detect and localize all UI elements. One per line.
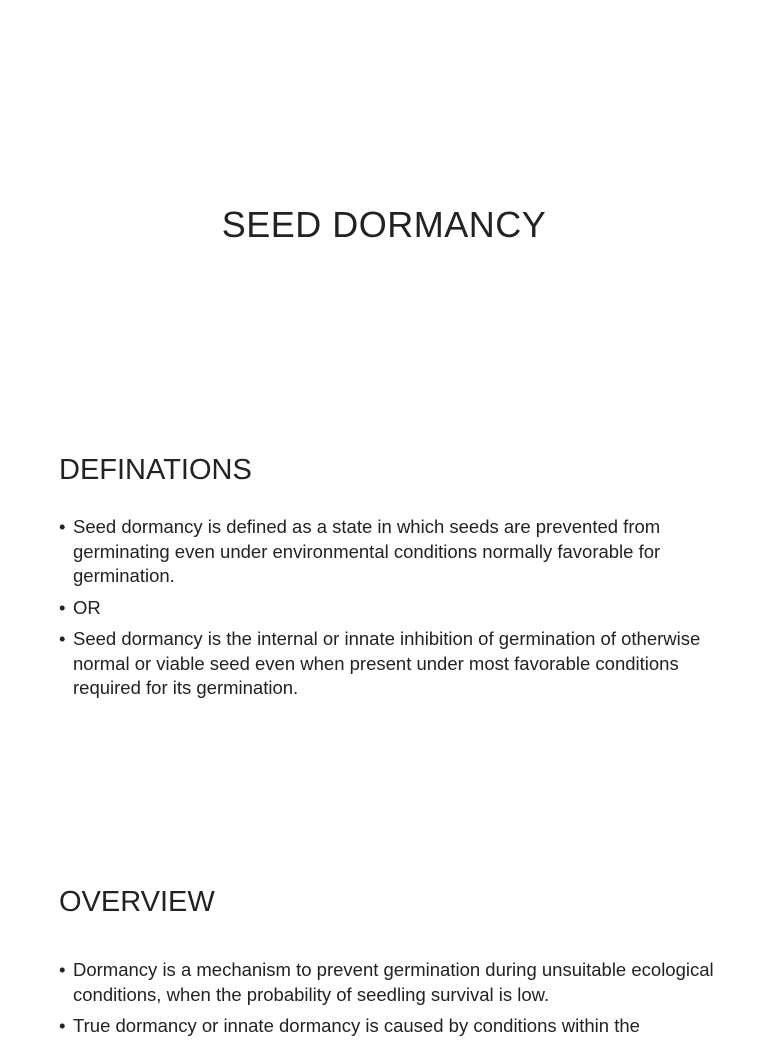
bullet-text: Dormancy is a mechanism to prevent germination during unsuitable ecological conditions, when the probability of seedling survival is low. bbox=[73, 959, 714, 1005]
bullet-icon: • bbox=[59, 959, 66, 980]
bullet-text: True dormancy or innate dormancy is caused by conditions within the bbox=[73, 1015, 640, 1036]
bullet-icon: • bbox=[59, 628, 66, 649]
bullet-icon: • bbox=[59, 596, 66, 618]
overview-slide bbox=[0, 864, 768, 1036]
definitions-heading: DEFINATIONS bbox=[59, 454, 252, 486]
bullet-item bbox=[59, 596, 719, 621]
bullet-text: Seed dormancy is defined as a state in which seeds are prevented from germinating even under environmental conditions normally favorable for germination. bbox=[73, 516, 661, 586]
definitions-slide bbox=[0, 432, 768, 864]
bullet-icon: • bbox=[59, 1015, 66, 1036]
bullet-text: Seed dormancy is the internal or innate inhibition of germination of otherwise normal or viable seed even when present under most favorable conditions required for its germination. bbox=[73, 628, 701, 698]
overview-bullet-list bbox=[59, 958, 719, 1046]
slide-title: SEED DORMANCY bbox=[221, 204, 547, 245]
overview-heading: OVERVIEW bbox=[59, 886, 215, 918]
bullet-text: OR bbox=[73, 596, 101, 618]
title-slide bbox=[0, 0, 768, 432]
bullet-item bbox=[59, 1014, 719, 1039]
bullet-icon: • bbox=[59, 516, 66, 537]
bullet-item bbox=[59, 515, 719, 589]
bullet-item bbox=[59, 627, 719, 701]
definitions-bullet-list bbox=[59, 515, 719, 708]
bullet-item bbox=[59, 958, 719, 1007]
